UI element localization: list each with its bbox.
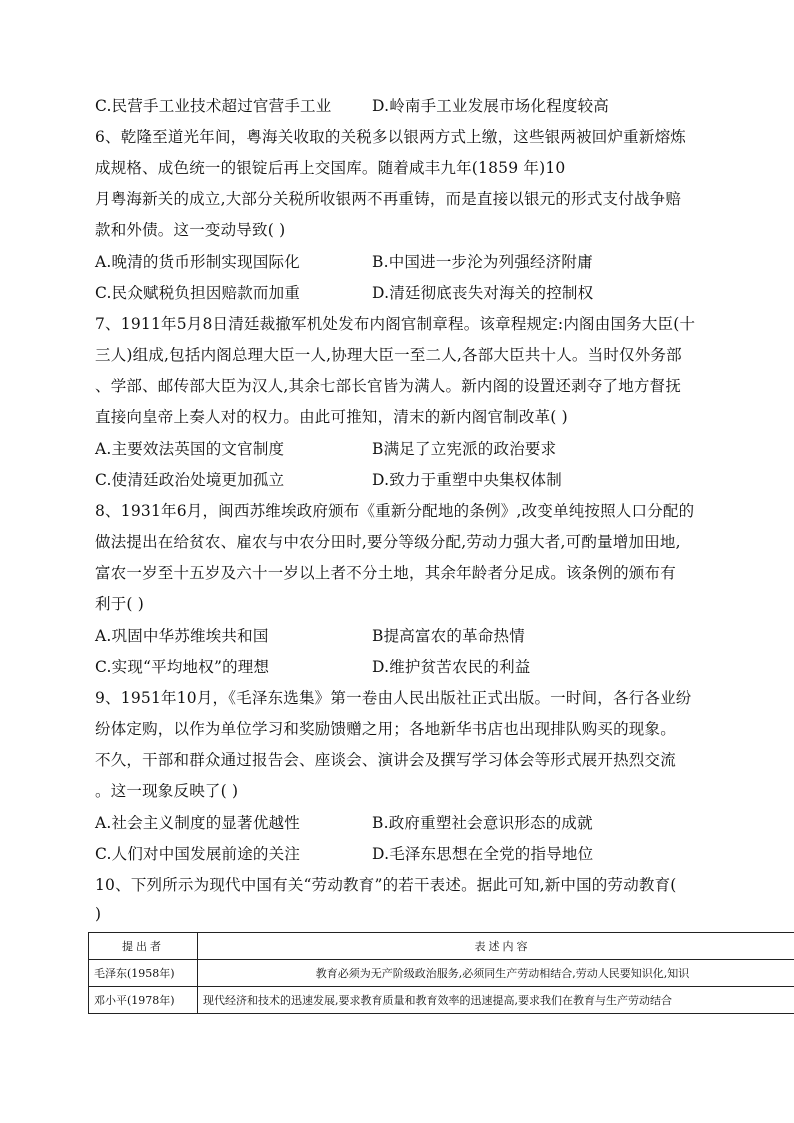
q9-option-a[interactable]: A.社会主义制度的显著优越性 — [95, 814, 300, 832]
q8-stem-line-2: 做法提出在给贫农、雇农与中农分田时,要分等级分配,劳动力强大者,可酌量增加田地, — [95, 533, 681, 551]
q7-option-b[interactable]: B满足了立宪派的政治要求 — [372, 440, 557, 458]
q7-stem-line-3: 、学部、邮传部大臣为汉人,其余七部长官皆为满人。新内阁的设置还剥夺了地方督抚 — [95, 377, 682, 395]
q6-stem-line-3: 月粤海新关的成立,大部分关税所收银两不再重铸，而是直接以银元的形式支付战争赔 — [95, 190, 682, 208]
q9-option-c[interactable]: C.人们对中国发展前途的关注 — [95, 845, 301, 863]
q6-option-b[interactable]: B.中国进一步沦为列强经济附庸 — [372, 253, 593, 271]
q9-stem-line-4: 。这一现象反映了( ) — [95, 782, 239, 800]
q8-option-c[interactable]: C.实现“平均地权”的理想 — [95, 658, 270, 676]
q10-stem-line-1: 10、下列所示为现代中国有关“劳动教育”的若干表述。据此可知,新中国的劳动教育( — [95, 876, 677, 894]
table-header-row — [89, 933, 794, 960]
q8-stem-line-3: 富农一岁至十五岁及六十一岁以上者不分土地，其余年龄者分足成。该条例的颁布有 — [95, 564, 676, 582]
header-content: 表述内容 — [198, 933, 794, 960]
q6-option-d[interactable]: D.清廷彻底丧失对海关的控制权 — [372, 284, 594, 302]
table-row — [89, 987, 794, 1014]
q7-option-d[interactable]: D.致力于重塑中央集权体制 — [372, 471, 562, 489]
q10-stem-line-2: ) — [95, 905, 102, 923]
q8-option-d[interactable]: D.维护贫苦农民的利益 — [372, 658, 531, 676]
q6-stem-line-1: 6、乾隆至道光年间，粤海关收取的关税多以银两方式上缴，这些银两被回炉重新熔炼 — [95, 128, 686, 146]
header-proposer: 提出者 — [89, 933, 198, 960]
q7-stem-line-2: 三人)组成,包括内阁总理大臣一人,协理大臣一至二人,各部大臣共十人。当时仅外务部 — [95, 346, 682, 364]
q9-stem-line-1: 9、1951年10月，《毛泽东选集》第一卷由人民出版社正式出版。一时间，各行各业纷 — [95, 689, 692, 707]
q8-option-b[interactable]: B提高富农的革命热情 — [372, 627, 525, 645]
q9-stem-line-2: 纷体定购，以作为单位学习和奖励馈赠之用；各地新华书店也出现排队购买的现象。 — [95, 720, 676, 738]
q9-option-b[interactable]: B.政府重塑社会意识形态的成就 — [372, 814, 593, 832]
q6-stem-line-4: 款和外债。这一变动导致( ) — [95, 221, 286, 239]
q7-option-a[interactable]: A.主要效法英国的文官制度 — [95, 440, 285, 458]
q9-option-d[interactable]: D.毛泽东思想在全党的指导地位 — [372, 845, 594, 863]
row-1-proposer: 毛泽东(1958年) — [89, 960, 198, 987]
q7-option-c[interactable]: C.使清廷政治处境更加孤立 — [95, 471, 285, 489]
q5-option-d[interactable]: D.岭南手工业发展市场化程度较高 — [372, 97, 610, 115]
q7-stem-line-1: 7、1911年5月8日清廷裁撤军机处发布内阁官制章程。该章程规定:内阁由国务大臣(十 — [95, 315, 696, 333]
q7-stem-line-4: 直接向皇帝上奏人对的权力。由此可推知，清末的新内阁官制改革( ) — [95, 408, 568, 426]
q5-option-c[interactable]: C.民营手工业技术超过官营手工业 — [95, 97, 332, 115]
q6-option-a[interactable]: A.晚清的货币形制实现国际化 — [95, 253, 300, 271]
q6-option-c[interactable]: C.民众赋税负担因赔款而加重 — [95, 284, 301, 302]
q6-stem-line-2: 成规格、成色统一的银锭后再上交国库。随着咸丰九年(1859 年)10 — [95, 159, 566, 177]
row-2-proposer: 邓小平(1978年) — [89, 987, 198, 1014]
row-1-content: 教育必须为无产阶级政治服务,必须同生产劳动相结合,劳动人民要知识化,知识 — [198, 960, 794, 987]
row-2-content: 现代经济和技术的迅速发展,要求教育质量和教育效率的迅速提高,要求我们在教育与生产劳动结合 — [198, 987, 794, 1014]
table-row — [89, 960, 794, 987]
q8-stem-line-1: 8、1931年6月，闽西苏维埃政府颁布《重新分配地的条例》,改变单纯按照人口分配的 — [95, 502, 695, 520]
q9-stem-line-3: 不久，干部和群众通过报告会、座谈会、演讲会及撰写学习体会等形式展开热烈交流 — [95, 751, 676, 769]
q8-stem-line-4: 利于( ) — [95, 595, 145, 613]
q8-option-a[interactable]: A.巩固中华苏维埃共和国 — [95, 627, 269, 645]
q10-quote-table — [88, 932, 794, 1014]
